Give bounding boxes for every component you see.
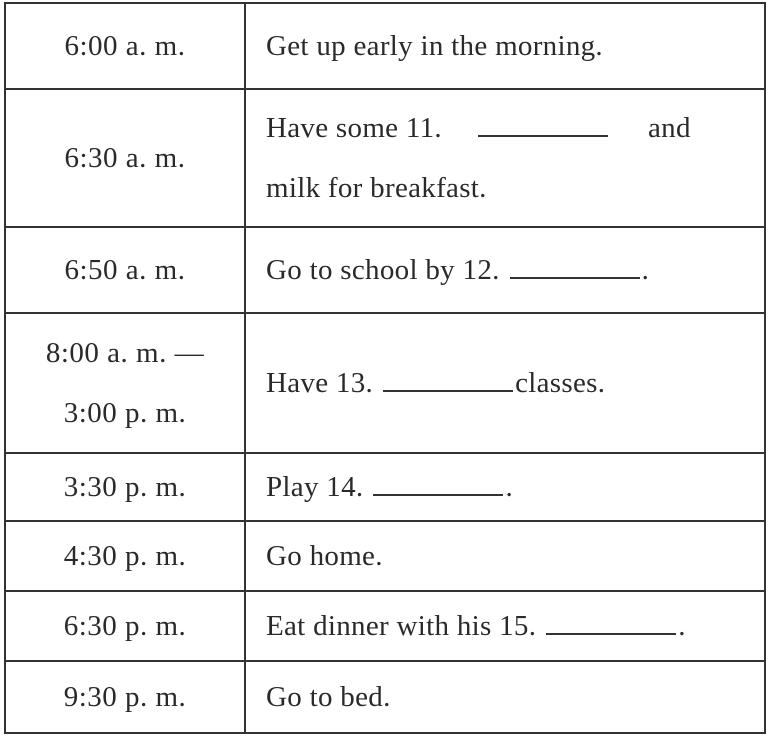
activity-text: Play 14. xyxy=(266,471,364,503)
answer-blank-11[interactable] xyxy=(478,107,608,137)
activity-text: Eat dinner with his 15. xyxy=(266,610,537,642)
activity-cell xyxy=(245,591,765,661)
activity-cell xyxy=(245,227,765,313)
activity-text: milk for breakfast. xyxy=(266,172,487,204)
time-end: 3:00 p. m. xyxy=(63,397,187,429)
activity-text: Have 13. xyxy=(266,367,374,399)
activity-text: . xyxy=(641,254,650,286)
time-cell: 6:00 a. m. xyxy=(5,3,245,89)
activity-text: Go to school by 12. xyxy=(266,254,500,286)
time-start: 8:00 a. m. — xyxy=(45,337,205,369)
activity-cell xyxy=(245,89,765,227)
time-cell xyxy=(5,313,245,453)
table-row xyxy=(5,89,765,227)
table-row xyxy=(5,521,765,591)
activity-text: . xyxy=(678,610,686,642)
activity-cell: Get up early in the morning. xyxy=(245,3,765,89)
activity-text: classes. xyxy=(515,367,606,399)
table-row xyxy=(5,313,765,453)
time-cell: 4:30 p. m. xyxy=(5,521,245,591)
time-cell: 9:30 p. m. xyxy=(5,661,245,733)
activity-text: and xyxy=(647,112,691,144)
activity-text: Have some 11. xyxy=(266,112,442,144)
activity-text: . xyxy=(505,471,514,503)
table-row xyxy=(5,591,765,661)
activity-cell: Go to bed. xyxy=(245,661,765,733)
activity-cell xyxy=(245,453,765,521)
time-cell: 6:30 a. m. xyxy=(5,89,245,227)
table-row xyxy=(5,453,765,521)
activity-cell: Go home. xyxy=(245,521,765,591)
time-cell: 3:30 p. m. xyxy=(5,453,245,521)
daily-schedule-table xyxy=(4,2,766,734)
table-row xyxy=(5,661,765,733)
answer-blank-14[interactable] xyxy=(373,466,503,496)
activity-cell xyxy=(245,313,765,453)
table-row xyxy=(5,3,765,89)
answer-blank-12[interactable] xyxy=(510,249,640,279)
time-cell: 6:50 a. m. xyxy=(5,227,245,313)
time-cell: 6:30 p. m. xyxy=(5,591,245,661)
answer-blank-15[interactable] xyxy=(546,605,676,635)
answer-blank-13[interactable] xyxy=(383,362,513,392)
table-row xyxy=(5,227,765,313)
